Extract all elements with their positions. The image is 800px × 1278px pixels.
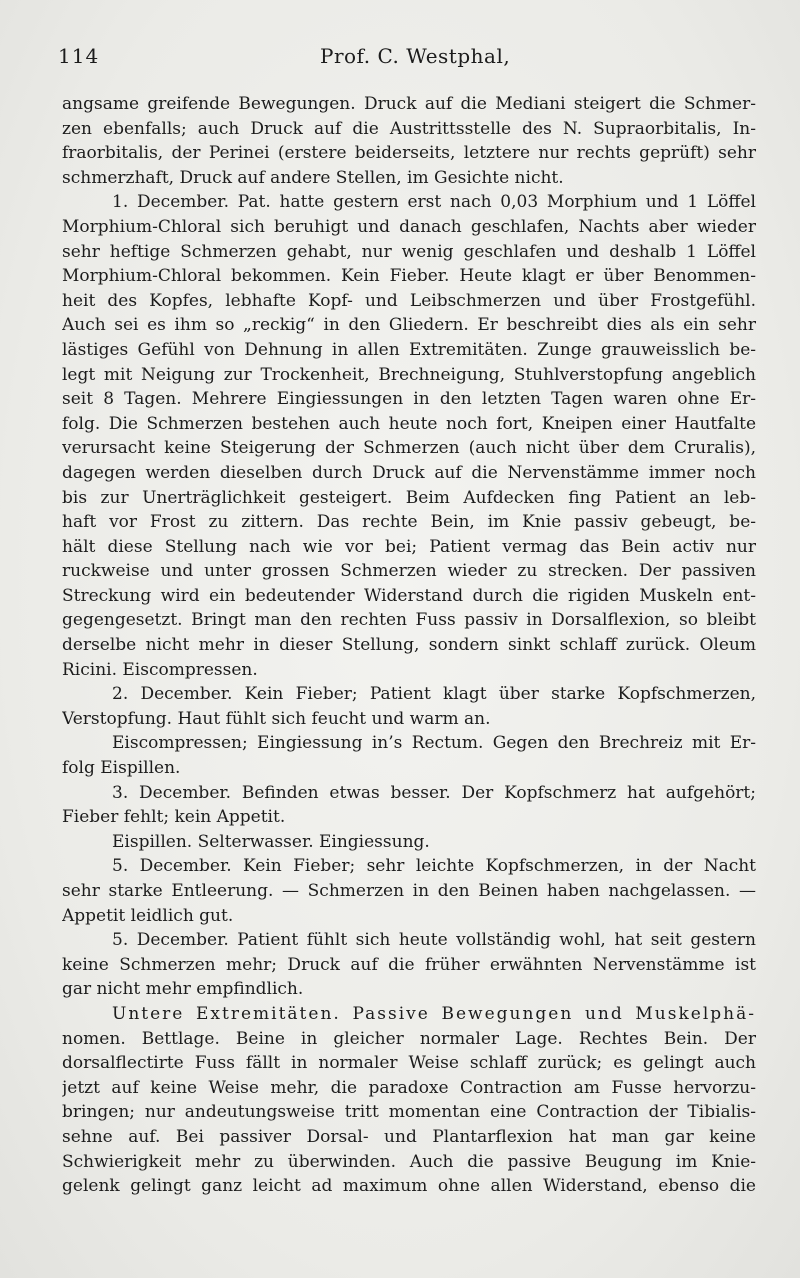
text-line: Eispillen. Selterwasser. Eingiessung. <box>112 831 430 852</box>
text-line: Morphium-Chloral sich beruhigt und danach geschlafen, Nachts aber wieder <box>62 216 756 237</box>
text-line: Streckung wird ein bedeutender Widerstand durch die rigiden Muskeln ent- <box>62 585 756 606</box>
text-line: schmerzhaft, Druck auf andere Stellen, im Gesichte nicht. <box>62 167 564 188</box>
text-line: 5. December. Kein Fieber; sehr leichte Kopfschmerzen, in der Nacht <box>112 856 756 877</box>
text-line: 3. December. Befinden etwas besser. Der Kopfschmerz hat aufgehört; <box>112 782 756 803</box>
running-head: Prof. C. Westphal, <box>320 44 511 68</box>
text-line: bringen; nur andeutungsweise tritt momentan eine Contraction der Tibialis- <box>62 1102 756 1123</box>
text-line: Verstopfung. Haut fühlt sich feucht und warm an. <box>62 708 491 729</box>
text-line: gar nicht mehr empfindlich. <box>62 979 304 1000</box>
text-line: Schwierigkeit mehr zu überwinden. Auch die passive Beugung im Knie- <box>62 1151 756 1172</box>
text-line: nomen. Bettlage. Beine in gleicher normaler Lage. Rechtes Bein. Der <box>62 1028 756 1049</box>
text-line: bis zur Unerträglichkeit gesteigert. Beim Aufdecken fing Patient an leb- <box>62 487 756 508</box>
text-line: hält diese Stellung nach wie vor bei; Patient vermag das Bein activ nur <box>62 536 756 557</box>
text-line: heit des Kopfes, lebhafte Kopf- und Leibschmerzen und über Frostgefühl. <box>62 290 756 311</box>
text-line: sehr starke Entleerung. — Schmerzen in den Beinen haben nachgelassen. — <box>62 881 756 901</box>
text-line: Fieber fehlt; kein Appetit. <box>62 807 286 828</box>
text-line: Eiscompressen; Eingiessung in’s Rectum. Gegen den Brechreiz mit Er- <box>112 733 756 754</box>
text-line: keine Schmerzen mehr; Druck auf die früher erwähnten Nervenstämme ist <box>62 954 756 975</box>
text-line: sehne auf. Bei passiver Dorsal- und Plantarflexion hat man gar keine <box>62 1126 756 1147</box>
text-line: dorsalflectirte Fuss fällt in normaler Weise schlaff zurück; es gelingt auch <box>62 1053 756 1074</box>
text-line: folg. Die Schmerzen bestehen auch heute noch fort, Kneipen einer Hautfalte <box>62 413 756 434</box>
text-line: seit 8 Tagen. Mehrere Eingiessungen in den letzten Tagen waren ohne Er- <box>62 389 756 410</box>
page-number: 114 <box>58 44 100 68</box>
text-line: Auch sei es ihm so „reckig“ in den Gliedern. Er beschreibt dies als ein sehr <box>62 315 756 336</box>
text-line: folg Eispillen. <box>62 758 181 779</box>
text-line: gegengesetzt. Bringt man den rechten Fuss passiv in Dorsalflexion, so bleibt <box>62 610 756 631</box>
text-line: haft vor Frost zu zittern. Das rechte Bein, im Knie passiv gebeugt, be- <box>62 512 756 533</box>
text-line: jetzt auf keine Weise mehr, die paradoxe Contraction am Fusse hervorzu- <box>62 1077 756 1098</box>
text-line: Appetit leidlich gut. <box>62 905 234 926</box>
text-line: 5. December. Patient fühlt sich heute vollständig wohl, hat seit gestern <box>112 930 756 951</box>
page-header <box>58 44 760 76</box>
text-line: 1. December. Pat. hatte gestern erst nach 0,03 Morphium und 1 Löffel <box>112 192 756 213</box>
text-line: Morphium-Chloral bekommen. Kein Fieber. Heute klagt er über Benommen- <box>62 266 756 287</box>
text-line: dagegen werden dieselben durch Druck auf die Nervenstämme immer noch <box>62 462 756 483</box>
text-line: verursacht keine Steigerung der Schmerzen (auch nicht über dem Cruralis), <box>62 438 756 459</box>
text-line: lästiges Gefühl von Dehnung in allen Extremitäten. Zunge grauweisslich be- <box>62 339 756 360</box>
text-line: legt mit Neigung zur Trockenheit, Brechneigung, Stuhlverstopfung angeblich <box>62 364 756 385</box>
text-line: 2. December. Kein Fieber; Patient klagt über starke Kopfschmerzen, <box>112 684 756 705</box>
text-line: fraorbitalis, der Perinei (erstere beiderseits, letztere nur rechts geprüft) sehr <box>62 143 756 164</box>
body-text <box>62 92 756 1199</box>
text-line: derselbe nicht mehr in dieser Stellung, sondern sinkt schlaff zurück. Oleum <box>62 635 756 656</box>
text-line: gelenk gelingt ganz leicht ad maximum ohne allen Widerstand, ebenso die <box>62 1176 756 1197</box>
text-line: Ricini. Eiscompressen. <box>62 659 258 680</box>
text-line: sehr heftige Schmerzen gehabt, nur wenig geschlafen und deshalb 1 Löffel <box>62 241 756 262</box>
text-line: Untere Extremitäten. Passive Bewegungen und Muskelphä- <box>112 1003 756 1024</box>
text-line: angsame greifende Bewegungen. Druck auf die Mediani steigert die Schmer- <box>62 94 756 114</box>
text-line: zen ebenfalls; auch Druck auf die Austrittsstelle des N. Supraorbitalis, In- <box>62 118 756 139</box>
text-line: ruckweise und unter grossen Schmerzen wieder zu strecken. Der passiven <box>62 561 756 582</box>
